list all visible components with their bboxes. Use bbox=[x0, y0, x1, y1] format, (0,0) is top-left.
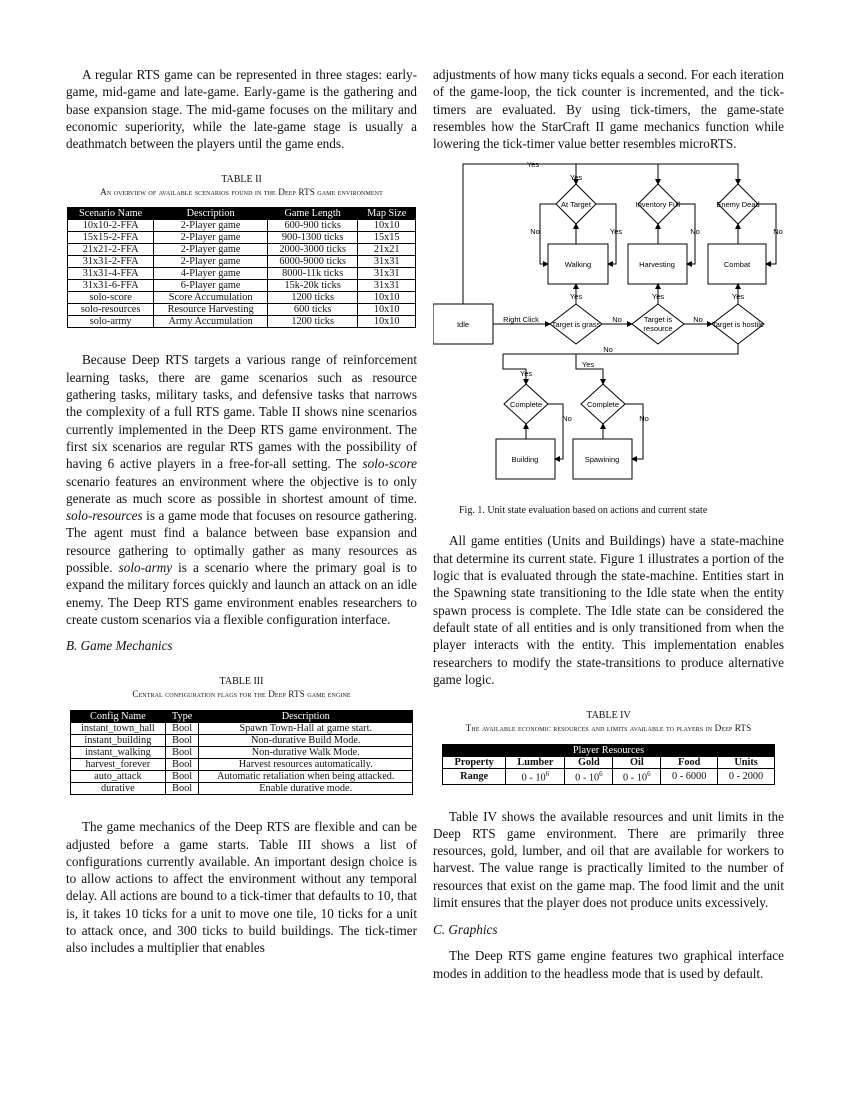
table-cell: 21x21 bbox=[358, 244, 416, 256]
table-cell: 31x31 bbox=[358, 280, 416, 292]
table-cell: Bool bbox=[165, 747, 199, 759]
table-2-scenarios bbox=[67, 207, 416, 328]
label-no-hostile: No bbox=[603, 345, 613, 355]
value-exponent: 6 bbox=[545, 770, 550, 779]
solo-resources-term: solo-resources bbox=[66, 508, 143, 524]
table-cell: 31x31 bbox=[358, 256, 416, 268]
table-cell bbox=[565, 769, 613, 784]
table-cell: 600-900 ticks bbox=[267, 220, 357, 232]
figure-1-state-diagram bbox=[433, 159, 785, 489]
table-4-header: Units bbox=[718, 757, 775, 769]
label-no-grass: No bbox=[612, 315, 622, 325]
table-row bbox=[68, 256, 416, 268]
table-cell: instant_building bbox=[71, 735, 166, 747]
table-cell: harvest_forever bbox=[71, 759, 166, 771]
table-cell: 1200 ticks bbox=[267, 292, 357, 304]
table-cell: Bool bbox=[165, 735, 199, 747]
label-yes-resource: Yes bbox=[651, 292, 665, 302]
table-cell: 2-Player game bbox=[154, 232, 268, 244]
paragraph-scenarios bbox=[66, 351, 417, 628]
label-no-complete-1: No bbox=[562, 414, 572, 424]
solo-army-term: solo-army bbox=[118, 560, 173, 576]
table-3-config-flags bbox=[70, 710, 413, 795]
solo-score-term: solo-score bbox=[362, 456, 417, 472]
table-cell: 31x31-6-FFA bbox=[68, 280, 154, 292]
paragraph-rts-stages: A regular RTS game can be represented in three stages: early-game, mid-game and late-game. Early-game is the gathering and base expansion stage. The mid-game focuses on the military and economic superiority, while the late-game stage is usually a deathmatch between the players until the game ends. bbox=[66, 67, 417, 152]
table-cell: 2-Player game bbox=[154, 220, 268, 232]
table-4-header: Lumber bbox=[506, 757, 565, 769]
node-spawning: Spawining bbox=[584, 455, 620, 465]
table-cell: 10x10 bbox=[358, 316, 416, 328]
value-exponent: 6 bbox=[599, 770, 603, 779]
table-cell: 15k-20k ticks bbox=[267, 280, 357, 292]
node-at-target: At Target bbox=[561, 200, 591, 210]
node-building: Building bbox=[511, 455, 539, 465]
section-b-heading: B. Game Mechanics bbox=[66, 638, 173, 654]
table-4-header: Property bbox=[443, 757, 506, 769]
para2-part-b: scenario features an environment where the objective is to only generate as much score as possible in shortest amount of time. bbox=[66, 473, 417, 506]
label-no-2: No bbox=[690, 227, 700, 237]
table-3-header: Config Name bbox=[71, 711, 166, 723]
section-c-heading: C. Graphics bbox=[433, 922, 498, 938]
table-4-header: Oil bbox=[613, 757, 661, 769]
table-cell: Army Accumulation bbox=[154, 316, 268, 328]
label-yes-attarget: Yes bbox=[569, 173, 583, 183]
table-2-header: Scenario Name bbox=[68, 208, 154, 220]
table-cell bbox=[661, 769, 718, 784]
table-row bbox=[68, 304, 416, 316]
table-cell: Bool bbox=[165, 759, 199, 771]
table-row bbox=[68, 292, 416, 304]
table-cell: auto_attack bbox=[71, 771, 166, 783]
label-yes-spawning: Yes bbox=[581, 360, 595, 370]
paragraph-tick-timers: adjustments of how many ticks equals a second. For each iteration of the game-loop, the tick counter is incremented, and the tick-timers are evaluated. By using tick-timers, the game-state resembles how the StarCraft II game mechanics function while lowering the tick-timer value better resembles microRTS. bbox=[433, 67, 784, 152]
table-cell: instant_walking bbox=[71, 747, 166, 759]
table-row bbox=[71, 747, 413, 759]
edge-top-right bbox=[658, 164, 738, 184]
table-cell bbox=[718, 769, 775, 784]
value-exponent: 6 bbox=[647, 770, 651, 779]
table-cell: Non-durative Walk Mode. bbox=[199, 747, 413, 759]
table-cell: 8000-11k ticks bbox=[267, 268, 357, 280]
node-idle: Idle bbox=[456, 320, 470, 330]
value-base: 0 - 10 bbox=[623, 772, 648, 784]
table-row bbox=[68, 220, 416, 232]
node-complete-1: Complete bbox=[509, 400, 543, 410]
paragraph-resources: Table IV shows the available resources and unit limits in the Deep RTS game environment. There are primarily three resources, gold, lumber, and oil that are available for workers to harvest. The value range is practically limited to the number of resources that exist on the game map. The food limit and the unit limit ensures that the player does not produce units excessively. bbox=[433, 808, 784, 911]
edge-yes-spawning bbox=[576, 354, 603, 384]
table-cell bbox=[613, 769, 661, 784]
node-target-grass: Target is grass bbox=[551, 320, 601, 330]
table-cell: 15x15 bbox=[358, 232, 416, 244]
node-inventory-full: Inventory Full bbox=[635, 200, 681, 210]
table-4-header: Food bbox=[661, 757, 718, 769]
label-right-click: Right Click bbox=[503, 315, 539, 325]
node-complete-2: Complete bbox=[586, 400, 620, 410]
label-no-1: No bbox=[530, 227, 540, 237]
label-no-resource: No bbox=[693, 315, 703, 325]
value-base: 0 - 10 bbox=[575, 772, 600, 784]
table-4-caption: The available economic resources and limits available to players in Deep RTS bbox=[465, 723, 752, 734]
label-yes-hostile: Yes bbox=[731, 292, 745, 302]
table-row bbox=[68, 268, 416, 280]
label-no-3: No bbox=[773, 227, 783, 237]
table-cell: 10x10 bbox=[358, 292, 416, 304]
table-cell bbox=[506, 769, 565, 784]
table-cell: durative bbox=[71, 783, 166, 795]
table-cell: 4-Player game bbox=[154, 268, 268, 280]
table-3-header: Type bbox=[165, 711, 199, 723]
node-target-resource: Target is bbox=[643, 315, 673, 325]
table-3-label: TABLE III bbox=[219, 676, 264, 688]
table-4-group-header: Player Resources bbox=[443, 745, 775, 757]
table-row bbox=[71, 771, 413, 783]
table-row bbox=[68, 316, 416, 328]
edge-hostile-no bbox=[503, 344, 738, 354]
table-cell: 10x10 bbox=[358, 220, 416, 232]
value-base: 0 - 6000 bbox=[672, 770, 707, 782]
table-cell: Automatic retaliation when being attacked. bbox=[199, 771, 413, 783]
paragraph-game-mechanics: The game mechanics of the Deep RTS are flexible and can be adjusted before a game starts. Table III shows a list of configurations currently available. An important design choice is to allow actions to affect the environment without any temporal delay. All actions are bound to a tick-timer that defaults to 10, that is, it takes 10 ticks for a unit to move one tile, 10 ticks for a unit to attack once, and 300 ticks to build buildings. The tick-timer also includes a multiplier that enables bbox=[66, 819, 417, 956]
table-cell: Enable durative mode. bbox=[199, 783, 413, 795]
table-cell: 6000-9000 ticks bbox=[267, 256, 357, 268]
table-2-header: Game Length bbox=[267, 208, 357, 220]
node-target-hostile: Target is hostile bbox=[711, 320, 765, 330]
table-2-header: Description bbox=[154, 208, 268, 220]
table-cell: 2-Player game bbox=[154, 244, 268, 256]
table-row bbox=[71, 759, 413, 771]
table-cell: 15x15-2-FFA bbox=[68, 232, 154, 244]
paragraph-state-machine: All game entities (Units and Buildings) have a state-machine that determine its current state. Figure 1 illustrates a portion of the logic that is evaluated through the state-machine. Entities start in the Spawning state transitioning to the Idle state when the entity spawn process is complete. The Idle state can be considered the default state of all entities and is only transitioned from when the player interacts with the entity. This implementation enables researchers to modify the state-transitions to produce alternative game logic. bbox=[433, 533, 784, 687]
table-2-caption: An overview of available scenarios found in the Deep RTS game environment bbox=[100, 187, 383, 198]
table-cell: Resource Harvesting bbox=[154, 304, 268, 316]
table-cell: solo-resources bbox=[68, 304, 154, 316]
table-row bbox=[68, 232, 416, 244]
label-yes-grass: Yes bbox=[569, 292, 583, 302]
value-base: 0 - 2000 bbox=[728, 770, 764, 782]
right-column bbox=[433, 66, 784, 982]
table-cell: Spawn Town-Hall at game start. bbox=[199, 723, 413, 735]
table-3-header: Description bbox=[199, 711, 413, 723]
table-cell: Score Accumulation bbox=[154, 292, 268, 304]
paragraph-graphics: The Deep RTS game engine features two graphical interface modes in addition to the headless mode that is used by default. bbox=[433, 948, 784, 981]
table-4-row-label: Range bbox=[443, 769, 506, 784]
para2-part-c: is a game mode that focuses on resource gathering. The agent must find a balance between base expansion and resource gathering to optimally gather as many resources as possible. bbox=[66, 508, 417, 576]
label-yes-top: Yes bbox=[526, 160, 540, 170]
value-base: 0 - 10 bbox=[521, 772, 546, 784]
table-2-label: TABLE II bbox=[221, 174, 262, 186]
table-2-header: Map Size bbox=[358, 208, 416, 220]
table-row bbox=[68, 244, 416, 256]
table-cell: 21x21-2-FFA bbox=[68, 244, 154, 256]
table-cell: 2-Player game bbox=[154, 256, 268, 268]
table-cell: instant_town_hall bbox=[71, 723, 166, 735]
table-cell: Bool bbox=[165, 771, 199, 783]
table-cell: 10x10-2-FFA bbox=[68, 220, 154, 232]
figure-1-caption: Fig. 1. Unit state evaluation based on actions and current state bbox=[459, 505, 708, 517]
table-cell: 6-Player game bbox=[154, 280, 268, 292]
table-row bbox=[71, 783, 413, 795]
table-4-header: Gold bbox=[565, 757, 613, 769]
table-row bbox=[68, 280, 416, 292]
table-cell: Harvest resources automatically. bbox=[199, 759, 413, 771]
table-row bbox=[71, 723, 413, 735]
table-cell: Bool bbox=[165, 783, 199, 795]
table-4-resources bbox=[442, 744, 775, 784]
table-cell: Non-durative Build Mode. bbox=[199, 735, 413, 747]
table-cell: 600 ticks bbox=[267, 304, 357, 316]
table-cell: 10x10 bbox=[358, 304, 416, 316]
para2-part-a: Because Deep RTS targets a various range of reinforcement learning tasks, there are game scenarios such as resource gathering tasks, military tasks, and defensive tasks that narrows the complexity of a full RTS game. Table II shows nine scenarios currently implemented in the Deep RTS game environment. The first six scenarios are regular RTS games with the possibility of having 6 active players in a free-for-all setting. The bbox=[66, 352, 417, 472]
left-column bbox=[66, 66, 417, 957]
table-cell: 2000-3000 ticks bbox=[267, 244, 357, 256]
node-target-resource-2: resource bbox=[643, 324, 673, 334]
table-3-caption: Central configuration flags for the Deep RTS game engine bbox=[132, 689, 351, 700]
para2-part-d: is a scenario where the primary goal is to expand the military forces quickly and launch an attack on an idle enemy. The Deep RTS game environment enables researchers to create custom scenarios via a flexible configuration interface. bbox=[66, 560, 417, 627]
node-walking: Walking bbox=[564, 260, 592, 270]
label-yes-2: Yes bbox=[609, 227, 623, 237]
label-yes-building: Yes bbox=[519, 369, 533, 379]
table-cell: solo-army bbox=[68, 316, 154, 328]
table-row bbox=[71, 735, 413, 747]
table-cell: solo-score bbox=[68, 292, 154, 304]
table-cell: 900-1300 ticks bbox=[267, 232, 357, 244]
table-4-label: TABLE IV bbox=[586, 710, 631, 722]
table-cell: 31x31-4-FFA bbox=[68, 268, 154, 280]
table-cell: 31x31 bbox=[358, 268, 416, 280]
table-cell: 31x31-2-FFA bbox=[68, 256, 154, 268]
table-cell: Bool bbox=[165, 723, 199, 735]
node-harvesting: Harvesting bbox=[639, 260, 675, 270]
node-combat: Combat bbox=[723, 260, 751, 270]
node-enemy-dead: Enemy Dead bbox=[716, 200, 760, 210]
table-cell: 1200 ticks bbox=[267, 316, 357, 328]
label-no-complete-2: No bbox=[639, 414, 649, 424]
